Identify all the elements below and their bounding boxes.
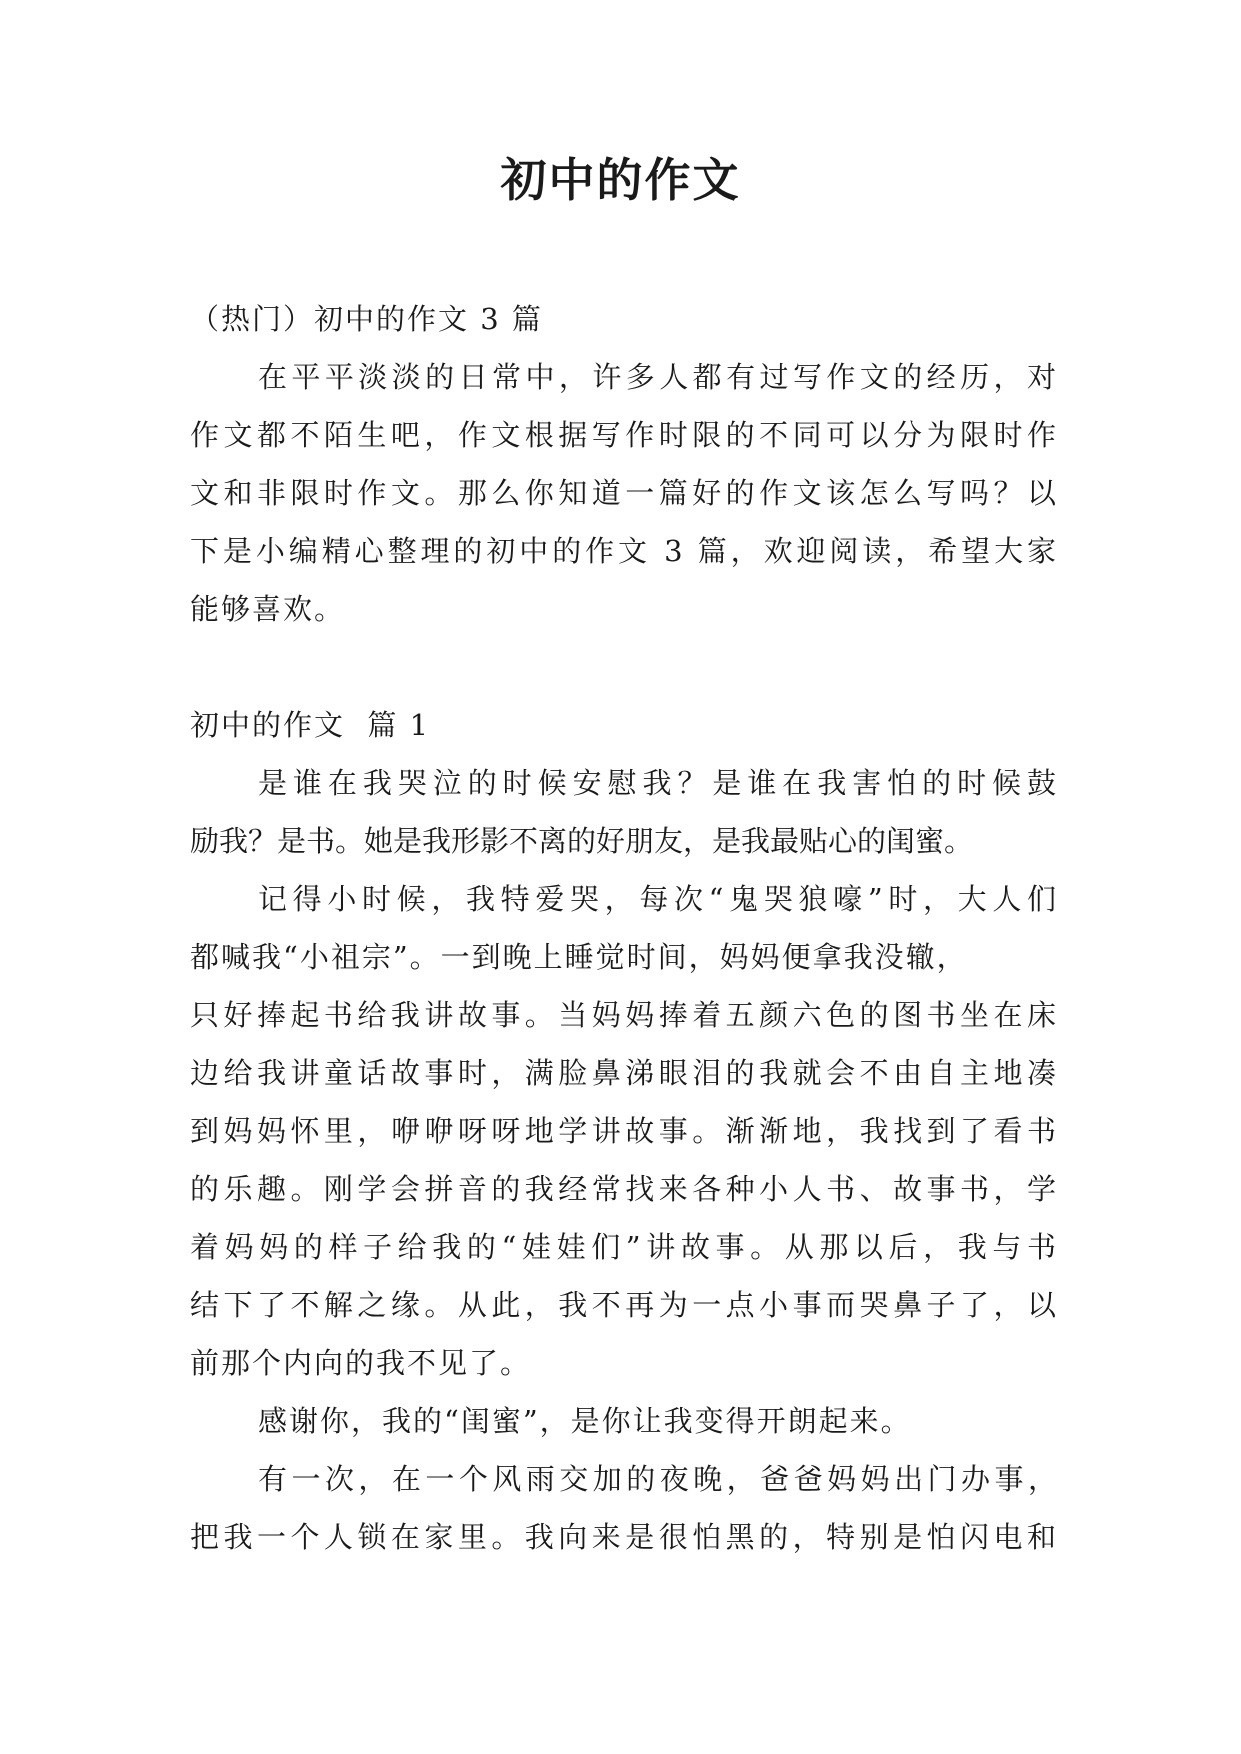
text-line: 把我一个人锁在家里。我向来是很怕黑的，特别是怕闪电和 [190,1520,1058,1554]
text-line: 励我？是书。她是我形影不离的好朋友，是我最贴心的闺蜜。 [190,824,974,858]
text-line: 在平平淡淡的日常中，许多人都有过写作文的经历，对 [258,360,1058,394]
paragraph-2 [190,870,1058,1392]
text-line: 都喊我“小祖宗”。一到晚上睡觉时间，妈妈便拿我没辙， [190,940,968,974]
text-line: 记得小时候，我特爱哭，每次“鬼哭狼嚎”时，大人们 [258,882,1058,916]
text-line: 前那个内向的我不见了。 [190,1346,532,1380]
paragraph-3 [190,1392,1058,1450]
intro-paragraph [190,348,1058,638]
section-heading: 初中的作文 篇 1 [190,708,431,742]
text-line: 的乐趣。刚学会拼音的我经常找来各种小人书、故事书，学 [190,1172,1058,1206]
paragraph-1 [190,754,1058,870]
text-line: 到妈妈怀里，咿咿呀呀地学讲故事。渐渐地，我找到了看书 [190,1114,1058,1148]
text-line: 有一次，在一个风雨交加的夜晚，爸爸妈妈出门办事， [258,1462,1058,1496]
text-line: 只好捧起书给我讲故事。当妈妈捧着五颜六色的图书坐在床 [190,998,1058,1032]
text-line: 边给我讲童话故事时，满脸鼻涕眼泪的我就会不由自主地凑 [190,1056,1058,1090]
text-line: 下是小编精心整理的初中的作文 3 篇，欢迎阅读，希望大家 [190,534,1058,568]
document-body [190,290,1058,1566]
text-line: 文和非限时作文。那么你知道一篇好的作文该怎么写吗？以 [190,476,1058,510]
text-line: 作文都不陌生吧，作文根据写作时限的不同可以分为限时作 [190,418,1058,452]
text-line: 着妈妈的样子给我的“娃娃们”讲故事。从那以后，我与书 [190,1230,1058,1264]
text-line: 感谢你，我的“闺蜜”，是你让我变得开朗起来。 [258,1404,912,1438]
paragraph-4 [190,1450,1058,1566]
subtitle: （热门）初中的作文 3 篇 [190,302,543,336]
text-line: 是谁在我哭泣的时候安慰我？是谁在我害怕的时候鼓 [258,766,1058,800]
text-line: 结下了不解之缘。从此，我不再为一点小事而哭鼻子了，以 [190,1288,1058,1322]
document-title: 初中的作文 [500,153,741,207]
text-line: 能够喜欢。 [190,592,346,626]
spacer [190,638,1058,696]
